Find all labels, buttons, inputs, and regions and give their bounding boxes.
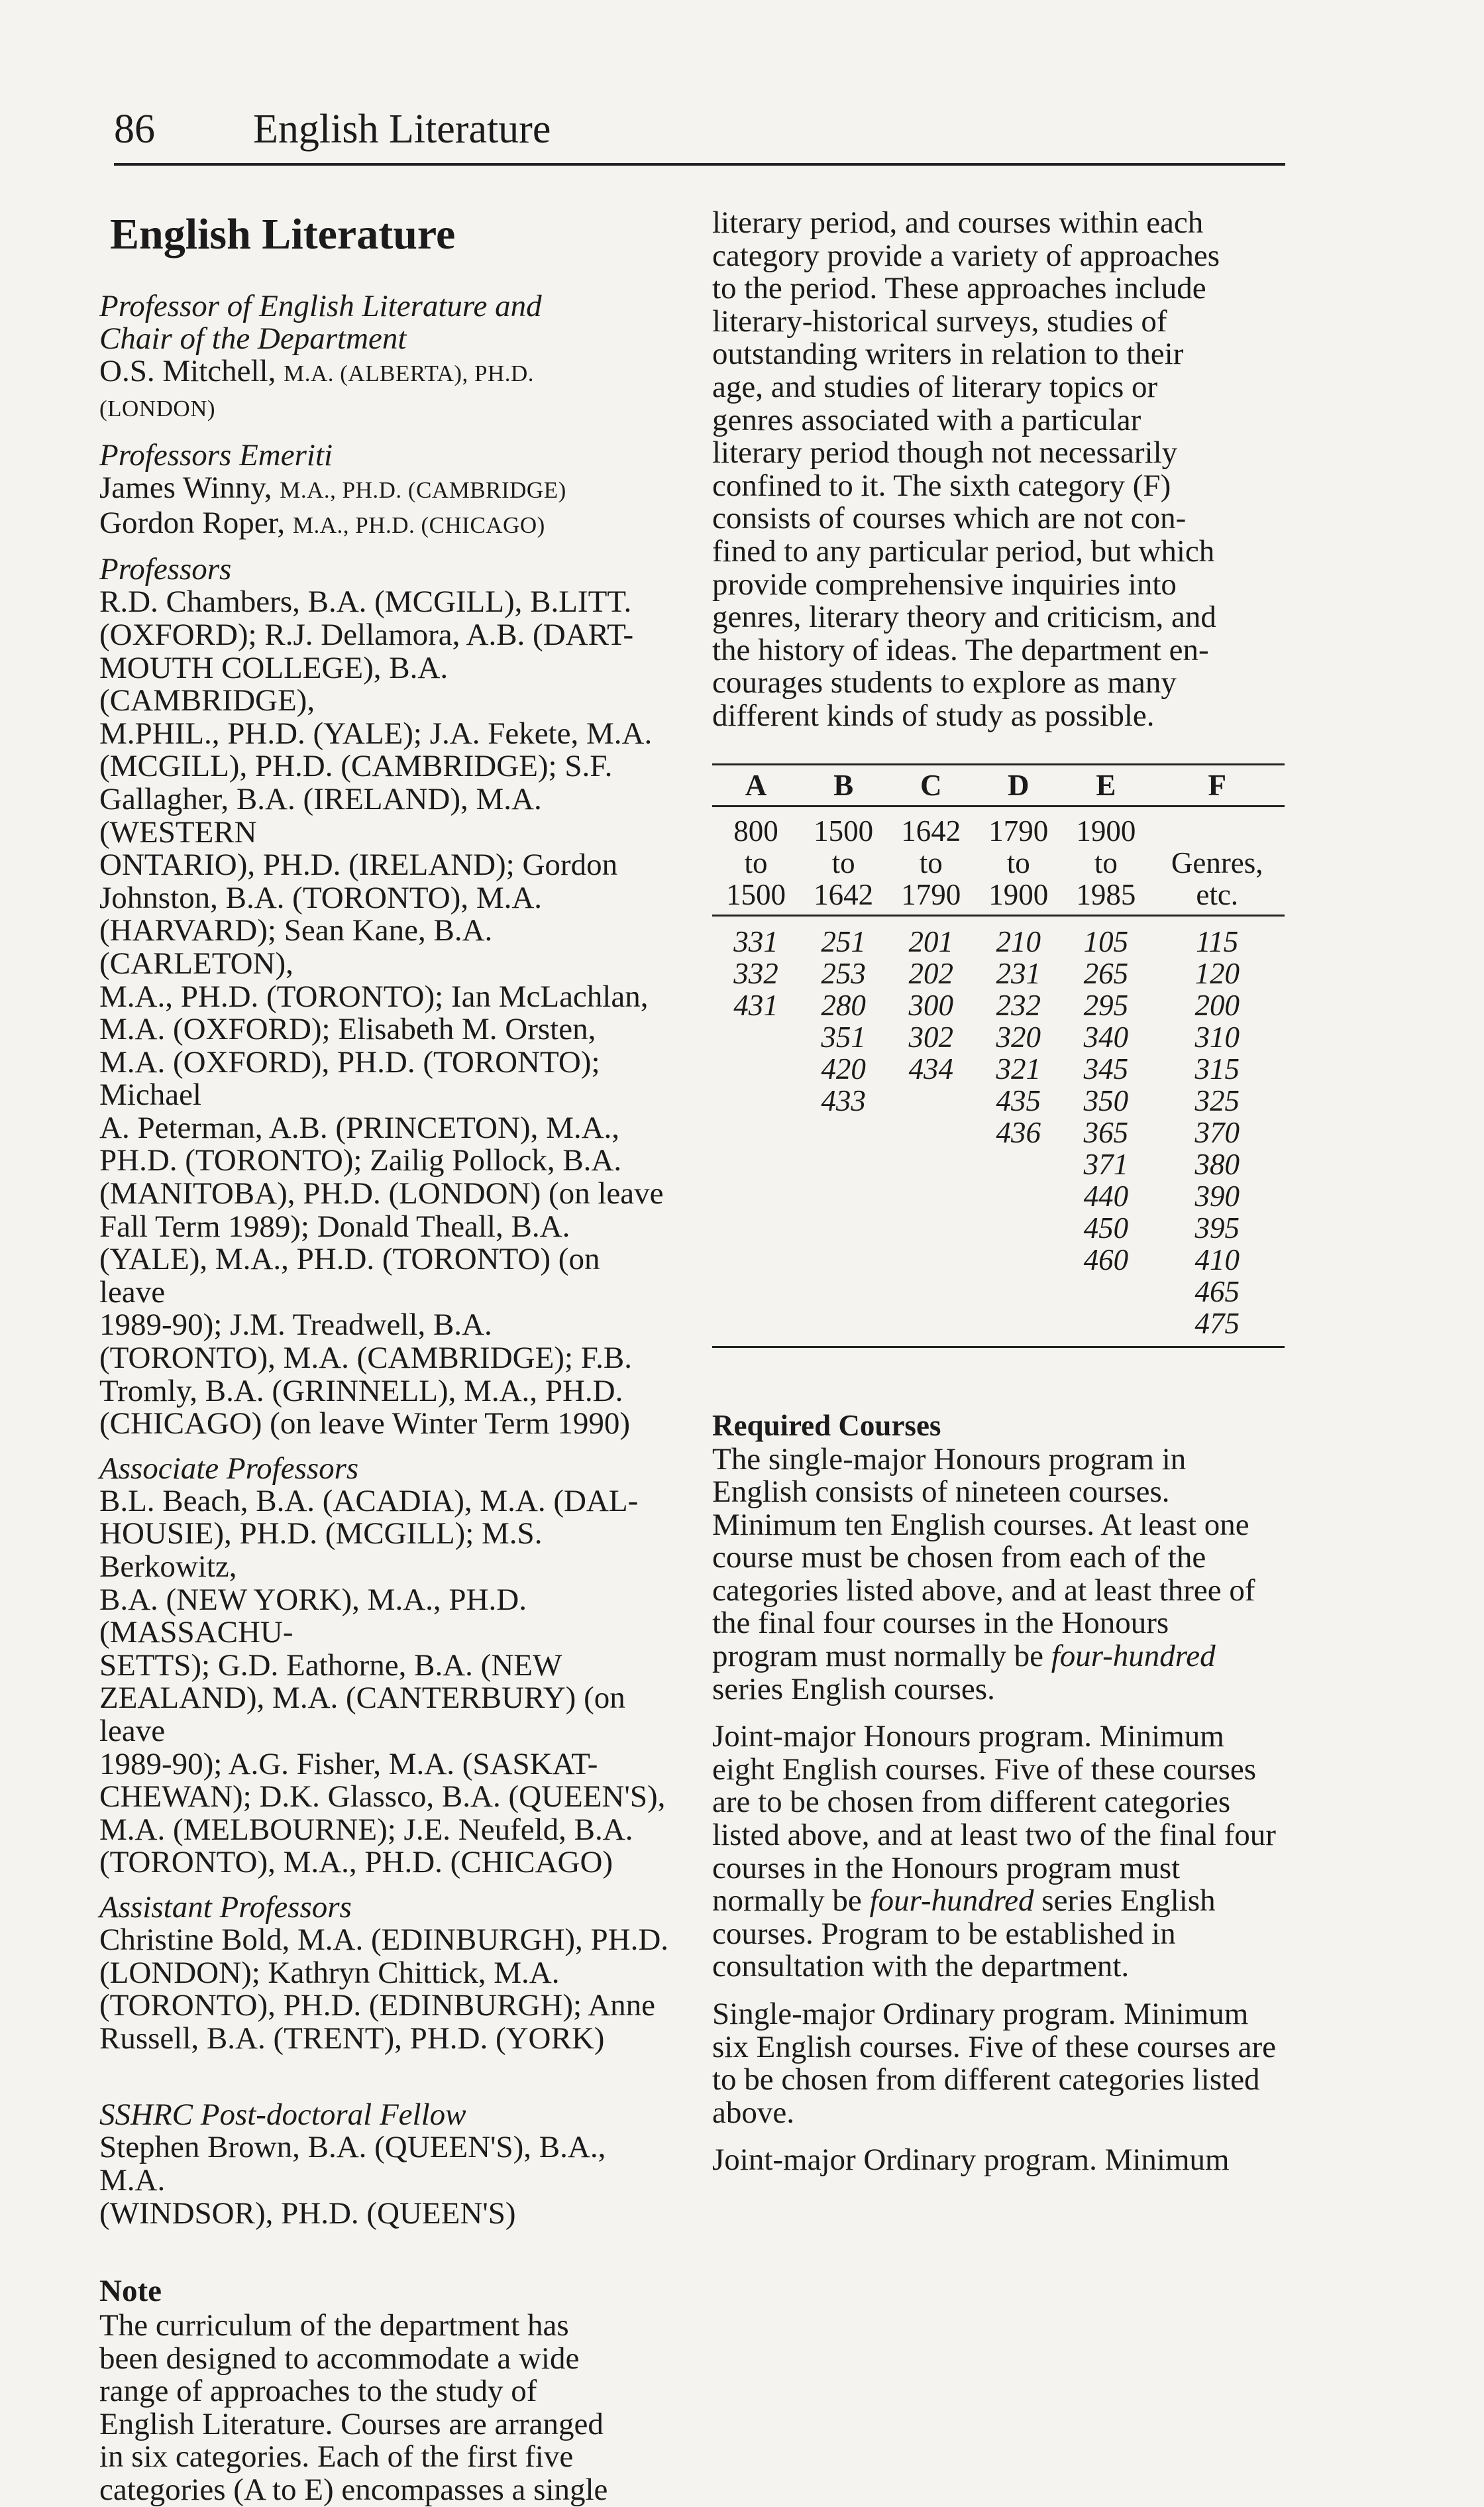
course-number-cell: [712, 1148, 800, 1180]
section-title: English Literature: [110, 210, 456, 258]
faculty-line: Tromly, B.A. (GRINNELL), M.A., PH.D.: [99, 1373, 623, 1408]
chair-heading-line-1: Professor of English Literature and: [99, 289, 542, 323]
course-number-cell: [887, 1244, 975, 1276]
chair-entry-cont: [99, 390, 669, 425]
range-cell: 1642: [901, 814, 961, 848]
course-number-cell: [712, 1117, 800, 1148]
faculty-line: (WINDSOR), PH.D. (QUEEN'S): [99, 2196, 516, 2231]
range-cell: 1642: [800, 879, 887, 916]
fellow-heading: SSHRC Post-doctoral Fellow: [99, 2097, 466, 2133]
emeritus-name: James Winny,: [99, 471, 280, 506]
course-number-cell: [712, 1085, 800, 1117]
note-heading: Note: [99, 2274, 162, 2309]
course-number-cell: 115: [1196, 924, 1239, 958]
faculty-line: (MCGILL), PH.D. (CAMBRIDGE); S.F.: [99, 749, 613, 784]
course-number-cell: 450: [1083, 1211, 1129, 1245]
range-cell: 1900: [975, 879, 1062, 916]
column-header: F: [1149, 764, 1285, 806]
associate-heading: Associate Professors: [99, 1451, 359, 1486]
faculty-line: Christine Bold, M.A. (EDINBURGH), PH.D.: [99, 1922, 669, 1957]
table-row: [712, 1244, 1285, 1276]
course-number-cell: [800, 1148, 887, 1180]
range-cell: 1500: [814, 814, 874, 848]
chair-name: O.S. Mitchell,: [99, 354, 284, 388]
required-paragraph: [712, 1443, 1282, 1706]
course-number-cell: 302: [908, 1020, 953, 1054]
course-number-cell: [975, 1308, 1062, 1347]
faculty-line: ZEALAND), M.A. (CANTERBURY) (on leave: [99, 1681, 625, 1748]
course-number-cell: 251: [821, 924, 866, 958]
categories-table: [712, 763, 1285, 1348]
faculty-line: Johnston, B.A. (TORONTO), M.A.: [99, 880, 543, 915]
table-row: [712, 1180, 1285, 1212]
course-number-cell: [712, 1212, 800, 1244]
course-number-cell: [712, 1308, 800, 1347]
range-row: [712, 847, 1285, 879]
required-emphasis: four-hundred: [869, 1883, 1034, 1919]
table-row: [712, 915, 1285, 958]
column-header: A: [712, 764, 800, 806]
course-number-cell: 200: [1194, 988, 1240, 1022]
course-number-cell: 331: [733, 924, 778, 958]
course-number-cell: [887, 1276, 975, 1308]
course-number-cell: 434: [908, 1052, 953, 1086]
faculty-line: HOUSIE), PH.D. (MCGILL); M.S. Berkowitz,: [99, 1516, 543, 1584]
course-number-cell: [975, 1180, 1062, 1212]
course-number-cell: [712, 1021, 800, 1053]
course-number-cell: 202: [908, 956, 953, 990]
course-number-cell: [975, 1276, 1062, 1308]
faculty-line: M.A. (OXFORD); Elisabeth M. Orsten,: [99, 1012, 596, 1047]
course-number-cell: 440: [1083, 1179, 1129, 1213]
range-row: [712, 879, 1285, 916]
course-number-cell: 120: [1194, 956, 1240, 990]
course-number-cell: 201: [908, 924, 953, 958]
course-number-cell: [887, 1148, 975, 1180]
emeriti-heading: Professors Emeriti: [99, 438, 333, 473]
course-number-cell: 315: [1194, 1052, 1240, 1086]
faculty-line: M.PHIL., PH.D. (YALE); J.A. Fekete, M.A.: [99, 716, 653, 751]
column-header: B: [800, 764, 887, 806]
required-paragraph: Single-major Ordinary program. Minimum six English courses. Five of these courses are to be chosen from different categories listed above.: [712, 1997, 1277, 2130]
faculty-line: (HARVARD); Sean Kane, B.A. (CARLETON),: [99, 913, 493, 981]
course-number-cell: 310: [1194, 1020, 1240, 1054]
professors-heading: Professors: [99, 552, 232, 587]
course-number-cell: [1062, 1308, 1149, 1347]
course-number-cell: [800, 1212, 887, 1244]
running-head: [114, 99, 1285, 166]
course-number-cell: 340: [1083, 1020, 1129, 1054]
course-number-cell: 210: [996, 924, 1041, 958]
course-number-cell: 420: [821, 1052, 866, 1086]
faculty-line: (TORONTO), PH.D. (EDINBURGH); Anne: [99, 1988, 656, 2023]
chair-block: [99, 290, 669, 425]
course-number-cell: 232: [996, 988, 1041, 1022]
range-cell: Genres,: [1171, 846, 1263, 879]
faculty-line: MOUTH COLLEGE), B.A. (CAMBRIDGE),: [99, 650, 449, 718]
course-number-cell: [887, 1117, 975, 1148]
course-number-cell: 350: [1083, 1084, 1129, 1117]
range-cell: to: [744, 846, 768, 879]
faculty-line: PH.D. (TORONTO); Zailig Pollock, B.A.: [99, 1143, 622, 1178]
range-cell: 1790: [988, 814, 1049, 848]
faculty-line: Stephen Brown, B.A. (QUEEN'S), B.A., M.A.: [99, 2130, 606, 2198]
range-cell: 1790: [887, 879, 975, 916]
range-cell: to: [831, 846, 855, 879]
faculty-line: B.A. (NEW YORK), M.A., PH.D. (MASSACHU-: [99, 1582, 527, 1650]
required-text: series English courses.: [712, 1671, 995, 1706]
course-number-cell: 370: [1194, 1115, 1240, 1149]
required-paragraph: Joint-major Ordinary program. Minimum: [712, 2143, 1230, 2178]
course-number-cell: [712, 1053, 800, 1085]
course-number-cell: 435: [996, 1084, 1041, 1117]
right-column: [712, 207, 1282, 2177]
course-number-cell: [975, 1148, 1062, 1180]
range-row: [712, 806, 1285, 847]
required-text: Joint-major Honours program. Minimum eight English courses. Five of these courses are to be chosen from different categories listed above, and at least two of the final four courses in the Honours program must normally be: [712, 1719, 1276, 1919]
range-cell: 800: [733, 814, 778, 848]
table-row: [712, 1276, 1285, 1308]
course-number-cell: 465: [1194, 1274, 1240, 1308]
required-text: series English courses. Program to be established in consultation with the department.: [712, 1883, 1216, 1984]
table-row: [712, 1308, 1285, 1347]
emeritus-entry: [99, 472, 669, 507]
faculty-line: (LONDON); Kathryn Chittick, M.A.: [99, 1955, 560, 1990]
faculty-line: 1989-90); A.G. Fisher, M.A. (SASKAT-: [99, 1746, 598, 1781]
course-number-cell: 300: [908, 988, 953, 1022]
range-cell: to: [919, 846, 943, 879]
course-number-cell: 436: [996, 1115, 1041, 1149]
faculty-line: CHEWAN); D.K. Glassco, B.A. (QUEEN'S),: [99, 1779, 666, 1814]
faculty-line: A. Peterman, A.B. (PRINCETON), M.A.,: [99, 1110, 620, 1145]
course-number-cell: 325: [1194, 1084, 1240, 1117]
course-number-cell: 395: [1194, 1211, 1240, 1245]
course-number-cell: 410: [1194, 1243, 1240, 1276]
table-row: [712, 1053, 1285, 1085]
course-number-cell: [887, 1085, 975, 1117]
course-number-cell: 231: [996, 956, 1041, 990]
course-number-cell: 431: [733, 988, 778, 1022]
table-row: [712, 1117, 1285, 1148]
course-number-cell: 345: [1083, 1052, 1129, 1086]
course-number-cell: 433: [821, 1084, 866, 1117]
required-text: The single-major Honours program in English consists of nineteen courses. Minimum ten English courses. At least one course must be chosen from each of the categories listed above, and at least three of the final four courses in the Honours program must normally be: [712, 1441, 1255, 1674]
course-number-cell: 351: [821, 1020, 866, 1054]
running-title: English Literature: [253, 107, 551, 152]
faculty-line: 1989-90); J.M. Treadwell, B.A.: [99, 1308, 492, 1343]
course-number-cell: 475: [1194, 1306, 1240, 1340]
chair-degrees-cont: (LONDON): [99, 395, 216, 421]
course-number-cell: [887, 1212, 975, 1244]
course-number-cell: 380: [1194, 1147, 1240, 1181]
range-cell: to: [1094, 846, 1118, 879]
page-number: 86: [114, 107, 155, 152]
table-row: [712, 1212, 1285, 1244]
faculty-line: (OXFORD); R.J. Dellamora, A.B. (DART-: [99, 617, 634, 652]
faculty-line: M.A. (OXFORD), PH.D. (TORONTO); Michael: [99, 1044, 600, 1113]
course-number-cell: [712, 1180, 800, 1212]
faculty-line: M.A., PH.D. (TORONTO); Ian McLachlan,: [99, 979, 649, 1014]
table-body: [712, 806, 1285, 1347]
emeritus-degrees: M.A., PH.D. (CHICAGO): [292, 512, 545, 538]
range-cell: [1149, 806, 1285, 847]
table-row: [712, 958, 1285, 989]
course-number-cell: [712, 1276, 800, 1308]
course-number-cell: [887, 1180, 975, 1212]
course-number-cell: 365: [1083, 1115, 1129, 1149]
course-number-cell: [975, 1244, 1062, 1276]
required-emphasis: four-hundred: [1051, 1639, 1216, 1674]
faculty-line: Russell, B.A. (TRENT), PH.D. (YORK): [99, 2021, 605, 2056]
column-header: E: [1062, 764, 1149, 806]
emeritus-degrees: M.A., PH.D. (CAMBRIDGE): [280, 477, 566, 504]
associate-block: [99, 1453, 669, 1879]
range-cell: etc.: [1149, 879, 1285, 916]
column-header: C: [887, 764, 975, 806]
course-number-cell: [800, 1308, 887, 1347]
course-number-cell: [800, 1244, 887, 1276]
range-cell: to: [1006, 846, 1030, 879]
emeritus-entry: [99, 507, 669, 542]
faculty-line: (TORONTO), M.A. (CAMBRIDGE); F.B.: [99, 1341, 632, 1376]
course-number-cell: [712, 1244, 800, 1276]
course-number-cell: [887, 1308, 975, 1347]
course-number-cell: 280: [821, 988, 866, 1022]
range-cell: 1985: [1062, 879, 1149, 916]
table-row: [712, 1085, 1285, 1117]
course-number-cell: [800, 1276, 887, 1308]
course-number-cell: 460: [1083, 1243, 1129, 1276]
fellow-block: [99, 2099, 669, 2230]
assistant-heading: Assistant Professors: [99, 1889, 352, 1924]
faculty-line: (MANITOBA), PH.D. (LONDON) (on leave: [99, 1176, 664, 1211]
table-row: [712, 1148, 1285, 1180]
course-number-cell: [800, 1117, 887, 1148]
faculty-line: (CHICAGO) (on leave Winter Term 1990): [99, 1406, 631, 1441]
professors-block: [99, 553, 669, 1440]
faculty-line: B.L. Beach, B.A. (ACADIA), M.A. (DAL-: [99, 1483, 639, 1518]
required-heading: Required Courses: [712, 1408, 941, 1442]
table-row: [712, 1021, 1285, 1053]
course-number-cell: [1062, 1276, 1149, 1308]
course-number-cell: 320: [996, 1020, 1041, 1054]
course-number-cell: 295: [1083, 988, 1129, 1022]
range-cell: 1500: [712, 879, 800, 916]
faculty-line: R.D. Chambers, B.A. (MCGILL), B.LITT.: [99, 585, 632, 620]
course-number-cell: 253: [821, 956, 866, 990]
left-column: [99, 199, 669, 2507]
faculty-line: Gallagher, B.A. (IRELAND), M.A. (WESTERN: [99, 781, 542, 850]
range-cell: 1900: [1076, 814, 1136, 848]
course-number-cell: [975, 1212, 1062, 1244]
course-number-cell: 390: [1194, 1179, 1240, 1213]
faculty-line: (YALE), M.A., PH.D. (TORONTO) (on leave: [99, 1242, 600, 1309]
required-paragraph: [712, 1720, 1282, 1983]
course-number-cell: 371: [1083, 1147, 1129, 1181]
emeritus-name: Gordon Roper,: [99, 505, 293, 540]
course-number-cell: 105: [1083, 924, 1129, 958]
emeriti-block: [99, 439, 669, 541]
table-header-row: [712, 764, 1285, 806]
table-row: [712, 989, 1285, 1021]
note-paragraph-start: The curriculum of the department has been designed to accommodate a wide range of approaches to the study of English Literature. Courses are arranged in six categories. Each of the first five categories (A to E) encompasses a single: [99, 2308, 608, 2507]
course-number-cell: 321: [996, 1052, 1041, 1086]
chair-entry: [99, 355, 669, 390]
course-number-cell: 332: [733, 956, 778, 990]
faculty-line: M.A. (MELBOURNE); J.E. Neufeld, B.A.: [99, 1812, 633, 1847]
chair-heading-line-2: Chair of the Department: [99, 321, 407, 356]
column-header: D: [975, 764, 1062, 806]
chair-degrees: M.A. (ALBERTA), PH.D.: [284, 361, 535, 386]
course-number-cell: [800, 1180, 887, 1212]
note-paragraph-cont: literary period, and courses within each category provide a variety of approaches to the period. These approaches include literary-historical surveys, studies of outstanding writers in relation to their age, and studies of literary topics or genres associated with a particular literary period though not necessarily confined to it. The sixth category (F) consists of courses which are not con- fined to any particular period, but which provide comprehensive inquiries into genres, literary theory and criticism, and the history of ideas. The department en- courages students to explore as many different kinds of study as possible.: [712, 205, 1220, 733]
faculty-line: SETTS); G.D. Eathorne, B.A. (NEW: [99, 1647, 562, 1683]
assistant-block: [99, 1891, 669, 2055]
faculty-line: (TORONTO), M.A., PH.D. (CHICAGO): [99, 1845, 613, 1880]
faculty-line: ONTARIO), PH.D. (IRELAND); Gordon: [99, 848, 618, 883]
course-number-cell: 265: [1083, 956, 1129, 990]
faculty-line: Fall Term 1989); Donald Theall, B.A.: [99, 1209, 570, 1244]
